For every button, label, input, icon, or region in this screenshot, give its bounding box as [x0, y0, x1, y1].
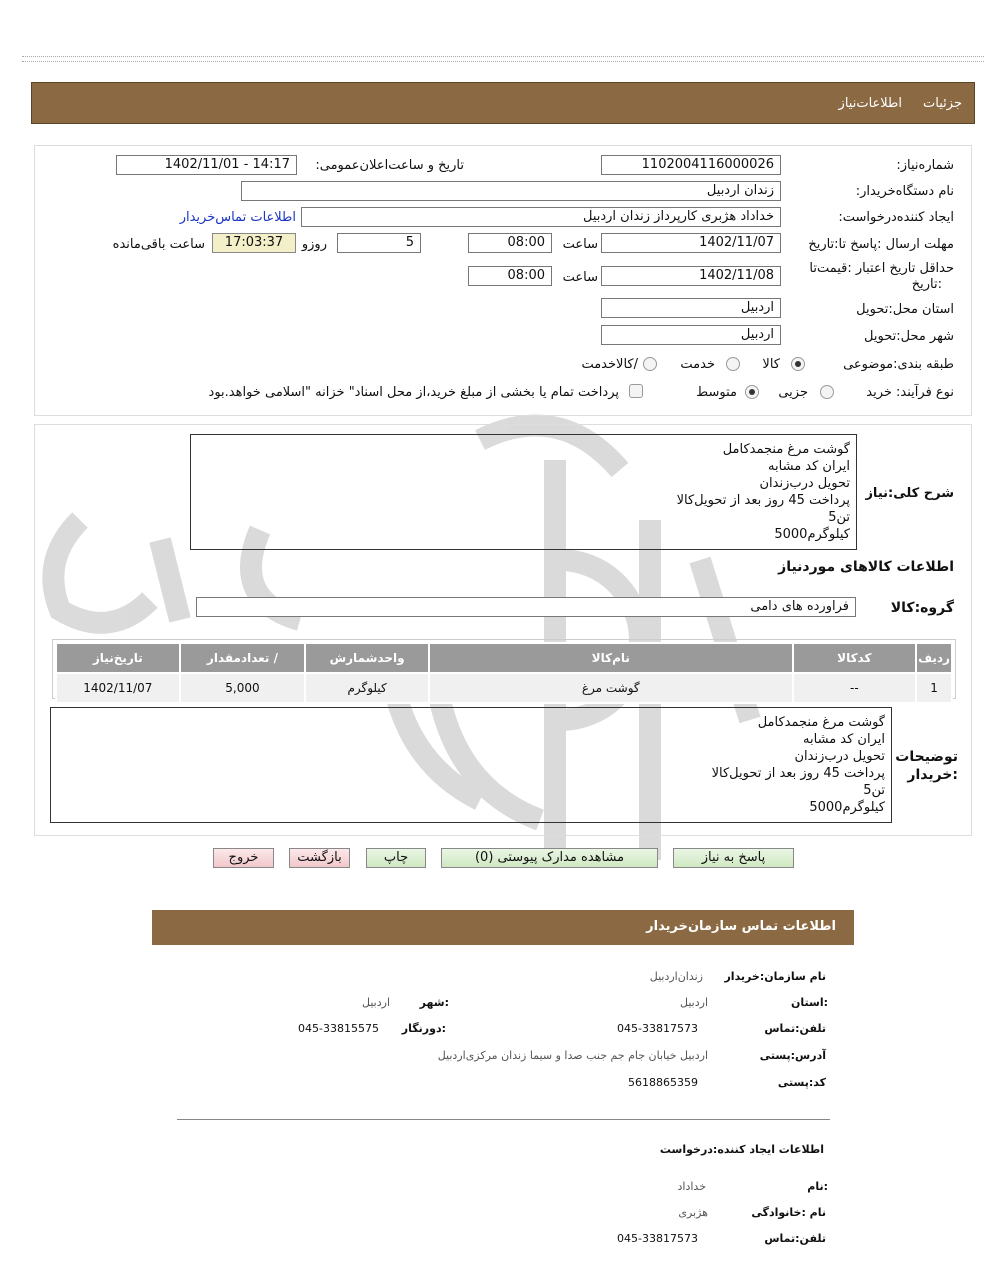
contact-fax-value: 045-33815575 — [298, 1022, 379, 1035]
deadline-label: مهلت ارسال :پاسخ تا:تاریخ — [808, 237, 954, 252]
buyer-notes-label-2: :خریدار — [907, 767, 958, 783]
org-name-label: نام سازمان:خریدار — [724, 970, 826, 983]
col-goods-name: نام‌کالا — [429, 643, 793, 673]
buyer-notes-textarea: گوشت مرغ منجمدکامل ایران کد مشابه تحویل درب‌زندان پرداخت 45 روز بعد از تحویل‌کالا تن5 کیلوگرم5000 — [50, 707, 892, 823]
category-label: طبقه بندی:موضوعی — [843, 357, 954, 372]
category-goods-label: کالا — [762, 357, 780, 372]
process-partial-label: جزیی — [778, 385, 808, 400]
contact-postal-value: 5618865359 — [628, 1076, 698, 1089]
need-number-field: 1102004116000026 — [601, 155, 781, 175]
creator-name-value: خداداد — [677, 1180, 706, 1193]
province-field: اردبیل — [601, 298, 781, 318]
col-goods-code: کدکالا — [793, 643, 916, 673]
cell-quantity: 5,000 — [180, 673, 306, 703]
description-label: شرح کلی:نیاز — [865, 486, 954, 501]
contact-province-value: اردبیل — [680, 996, 708, 1009]
category-goods-radio[interactable] — [791, 357, 805, 371]
deadline-time-field: 08:00 — [468, 233, 552, 253]
contact-province-label: :استان — [791, 996, 828, 1009]
process-label: نوع فرآیند: خرید — [866, 385, 954, 400]
process-medium-radio[interactable] — [745, 385, 759, 399]
remaining-time-display: 17:03:37 — [212, 233, 296, 253]
table-row — [56, 673, 952, 703]
contact-address-value: اردبیل خیابان جام جم جنب صدا و سیما زندان مرکزی‌اردبیل — [437, 1049, 708, 1062]
treasury-payment-note: پرداخت تمام یا بخشی از مبلغ خرید،از محل اسناد" خزانه "اسلامی خواهد.بود — [208, 385, 619, 400]
category-service-label: خدمت — [680, 357, 715, 372]
tab-details[interactable]: جزئیات — [923, 96, 962, 111]
announce-label: تاریخ و ساعت‌اعلان‌عمومی: — [315, 158, 464, 173]
category-service-radio[interactable] — [726, 357, 740, 371]
col-need-date: تاریخ‌نیاز — [56, 643, 180, 673]
print-button[interactable]: چاپ — [366, 848, 426, 868]
goods-group-field: فراورده های دامی — [196, 597, 856, 617]
validity-label-2: :تاریخ — [911, 277, 942, 292]
creator-family-label: نام :خانوادگی — [751, 1206, 826, 1219]
creator-field: خداداد هژبری کارپرداز زندان اردبیل — [301, 207, 781, 227]
creator-family-value: هژبری — [678, 1206, 708, 1219]
col-unit: واحدشمارش — [305, 643, 429, 673]
creator-phone-value: 045-33817573 — [617, 1232, 698, 1245]
category-goods-service-label: /کالاخدمت — [581, 357, 638, 372]
category-goods-service-radio[interactable] — [643, 357, 657, 371]
buyer-contact-header — [152, 910, 854, 945]
deadline-date-field: 1402/11/07 — [601, 233, 781, 253]
need-number-label: شماره‌نیاز: — [896, 158, 954, 173]
deadline-time-label: ساعت — [562, 237, 598, 252]
process-partial-radio[interactable] — [820, 385, 834, 399]
contact-fax-label: :دورنگار — [401, 1022, 446, 1035]
contact-phone-value: 045-33817573 — [617, 1022, 698, 1035]
creator-phone-label: تلفن:تماس — [764, 1232, 826, 1245]
creator-name-label: :نام — [807, 1180, 828, 1193]
description-textarea: گوشت مرغ منجمدکامل ایران کد مشابه تحویل درب‌زندان پرداخت 45 روز بعد از تحویل‌کالا تن5 کیلوگرم5000 — [190, 434, 857, 550]
announce-datetime-field: 1402/11/01 - 14:17 — [116, 155, 297, 175]
city-label: شهر محل:تحویل — [864, 329, 954, 344]
treasury-payment-checkbox[interactable] — [629, 384, 643, 398]
buyer-notes-label-1: توضیحات — [895, 749, 958, 765]
city-field: اردبیل — [601, 325, 781, 345]
goods-group-label: گروه:کالا — [890, 600, 954, 616]
back-button[interactable]: بازگشت — [289, 848, 350, 868]
process-medium-label: متوسط — [696, 385, 737, 400]
tab-need-info[interactable]: اطلاعات‌نیاز — [838, 96, 902, 111]
contact-city-value: اردبیل — [362, 996, 390, 1009]
section-divider — [177, 1119, 830, 1120]
contact-city-label: :شهر — [419, 996, 449, 1009]
reply-button[interactable]: پاسخ به نیاز — [673, 848, 794, 868]
page-header-bar — [31, 82, 975, 124]
remaining-label: ساعت باقی‌مانده — [112, 237, 205, 252]
days-field: 5 — [337, 233, 421, 253]
buyer-org-label: نام دستگاه‌خریدار: — [855, 184, 954, 199]
org-name-value: زندان‌اردبیل — [649, 970, 703, 983]
province-label: استان محل:تحویل — [856, 302, 954, 317]
top-dotted-divider — [22, 56, 984, 62]
col-row-number: ردیف — [916, 643, 952, 673]
items-table — [55, 642, 953, 704]
buyer-contact-link[interactable]: اطلاعات تماس‌خریدار — [179, 210, 296, 225]
validity-date-field: 1402/11/08 — [601, 266, 781, 286]
creator-label: ایجاد کننده‌درخواست: — [838, 210, 954, 225]
cell-goods-code: -- — [793, 673, 916, 703]
contact-phone-label: تلفن:تماس — [764, 1022, 826, 1035]
cell-unit: کیلوگرم — [305, 673, 429, 703]
goods-info-title: اطلاعات کالاهای مورد‌نیاز — [778, 559, 954, 575]
validity-time-label: ساعت — [562, 270, 598, 285]
validity-time-field: 08:00 — [468, 266, 552, 286]
validity-label-1: حداقل تاریخ اعتبار :قیمت‌تا — [809, 261, 954, 276]
contact-postal-label: کد:پستی — [777, 1076, 826, 1089]
cell-goods-name: گوشت مرغ — [429, 673, 793, 703]
creator-info-title: اطلاعات ایجاد کننده:درخواست — [659, 1143, 824, 1156]
contact-address-label: آدرس:پستی — [759, 1049, 826, 1062]
cell-need-date: 1402/11/07 — [56, 673, 180, 703]
days-label: روزو — [301, 237, 327, 252]
cell-row-number: 1 — [916, 673, 952, 703]
buyer-org-field: زندان اردبیل — [241, 181, 781, 201]
buyer-contact-title: اطلاعات تماس سازمان‌خریدار — [646, 919, 836, 934]
view-attachments-button[interactable]: مشاهده مدارک پیوستی (0) — [441, 848, 658, 868]
exit-button[interactable]: خروج — [213, 848, 274, 868]
col-quantity: / تعدادمقدار — [180, 643, 306, 673]
